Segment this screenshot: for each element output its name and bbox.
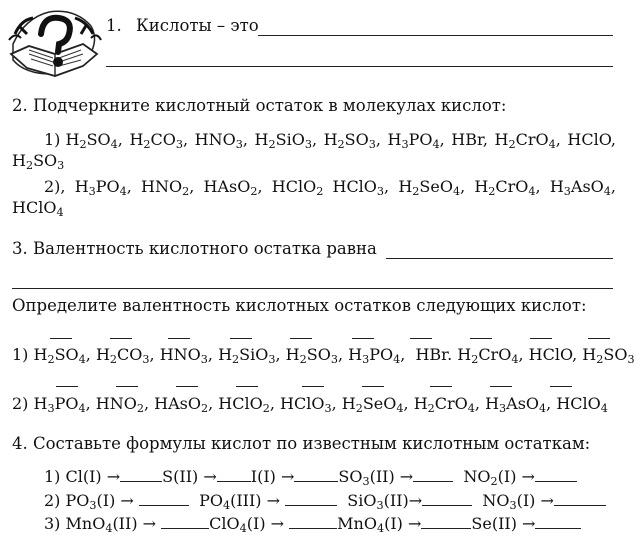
valence-blank[interactable] (50, 338, 72, 339)
answer-blank[interactable] (294, 466, 338, 482)
valence-blank[interactable] (290, 338, 312, 339)
answer-blank[interactable] (422, 490, 472, 506)
q2-row-2-wrap: HClO$_4$ (12, 198, 64, 219)
formula: $H_2CO_3$, (129, 130, 189, 151)
q1-number: 1. (106, 16, 122, 35)
q3-answer-line-2[interactable] (12, 288, 613, 289)
residue: I(I) → (250, 467, 295, 486)
valence-blank[interactable] (470, 338, 492, 339)
formula: HAsO$_2$, (203, 177, 263, 198)
valence-blank[interactable] (410, 338, 432, 339)
valence-blank[interactable] (56, 386, 78, 387)
formula: $H_3PO_4$, (74, 177, 132, 198)
valence-blank[interactable] (588, 338, 610, 339)
residue: $NO_2(I)$ → (463, 467, 535, 488)
answer-blank[interactable] (289, 513, 337, 529)
q3-answer-line-1[interactable] (386, 258, 613, 259)
q3-formulas-line-2: 2) $H_3PO_4$, $HNO_2$, HAsO$_2$, HClO$_2$, HClO$_3$, $H_2SeO_4$, $H_2CrO_4$, $H_3AsO_4$, HClO$_4$ (12, 394, 608, 415)
formula: $H_2SiO_3$, (254, 130, 318, 151)
answer-blank[interactable] (554, 490, 606, 506)
valence-blank[interactable] (230, 338, 252, 339)
q4-heading: 4. Составьте формулы кислот по известным кислотным остаткам: (12, 434, 591, 453)
answer-blank[interactable] (413, 466, 453, 482)
answer-blank[interactable] (217, 466, 251, 482)
residue: 2) $PO_3(I)$ → (44, 491, 134, 512)
valence-blank[interactable] (176, 386, 198, 387)
q1-answer-line-2[interactable] (106, 66, 613, 67)
valence-blank[interactable] (302, 386, 324, 387)
valence-blank[interactable] (236, 386, 258, 387)
q4-row-2 (44, 490, 606, 511)
q1-text: Кислоты – это (136, 16, 259, 35)
residue: $PO_4(III)$ → (199, 491, 281, 512)
formula: $H_3AsO_4$, (549, 177, 616, 198)
formula: 2), (44, 177, 66, 196)
q3-task: Определите валентность кислотных остатков следующих кислот: (12, 296, 587, 315)
formula: 1) $H_2SO_4$, (44, 130, 123, 151)
q3-text: 3. Валентность кислотного остатка равна (12, 239, 377, 258)
valence-blank[interactable] (352, 338, 374, 339)
q3-formulas-line-1: 1) $H_2SO_4$, $H_2CO_3$, $HNO_3$, $H_2SiO_3$, $H_2SO_3$, $H_3PO_4$, HBr. $H_2CrO_4$, HClO, $H_2SO_3$ (12, 345, 635, 366)
q1-answer-line-1[interactable] (258, 35, 613, 36)
answer-blank[interactable] (139, 490, 189, 506)
valence-blank[interactable] (168, 338, 190, 339)
q4-row-3 (44, 513, 581, 534)
valence-blank[interactable] (110, 338, 132, 339)
q2-row-1 (44, 130, 616, 150)
residue: ClO$_4$(I) → (209, 514, 285, 535)
formula: $H_2CrO_4$, (474, 177, 541, 198)
residue: 3) MnO$_4$(II) → (44, 514, 157, 535)
residue: Se(II) → (471, 514, 536, 533)
formula: $H_3PO_4$, (387, 130, 445, 151)
residue: 1) Cl(I) → (44, 467, 121, 486)
q2-heading: 2. Подчеркните кислотный остаток в молекулах кислот: (12, 96, 507, 115)
answer-blank[interactable] (421, 513, 471, 529)
formula: $H_2CrO_4$, (494, 130, 561, 151)
answer-blank[interactable] (535, 513, 581, 529)
answer-blank[interactable] (120, 466, 162, 482)
q4-row-1 (44, 466, 577, 487)
valence-blank[interactable] (490, 386, 512, 387)
formula: HBr, (451, 130, 488, 149)
valence-blank[interactable] (550, 386, 572, 387)
residue: $SO_3(II)$ → (338, 467, 414, 488)
formula: HClO, (567, 130, 616, 149)
formula: $H_2SO_3$, (323, 130, 381, 151)
formula: $H_2SeO_4$, (398, 177, 466, 198)
residue: S(II) → (162, 467, 217, 486)
q2-row-1-wrap: $H_2SO_3$ (12, 151, 65, 172)
formula: $HNO_3$, (194, 130, 248, 151)
answer-blank[interactable] (285, 490, 337, 506)
q2-row-2 (44, 177, 616, 197)
answer-blank[interactable] (535, 466, 577, 482)
formula: $HNO_2$, (141, 177, 195, 198)
answer-blank[interactable] (161, 513, 209, 529)
question-book-icon (5, 4, 103, 84)
residue: $NO_3(I)$ → (482, 491, 554, 512)
valence-blank[interactable] (530, 338, 552, 339)
valence-blank[interactable] (430, 386, 452, 387)
residue: SiO$_3$(II)→ (347, 491, 423, 512)
formula: HClO$_3$, (332, 177, 390, 198)
valence-blank[interactable] (116, 386, 138, 387)
formula: HClO$_2$ (271, 177, 324, 198)
valence-blank[interactable] (362, 386, 384, 387)
residue: MnO$_4$(I) → (337, 514, 422, 535)
